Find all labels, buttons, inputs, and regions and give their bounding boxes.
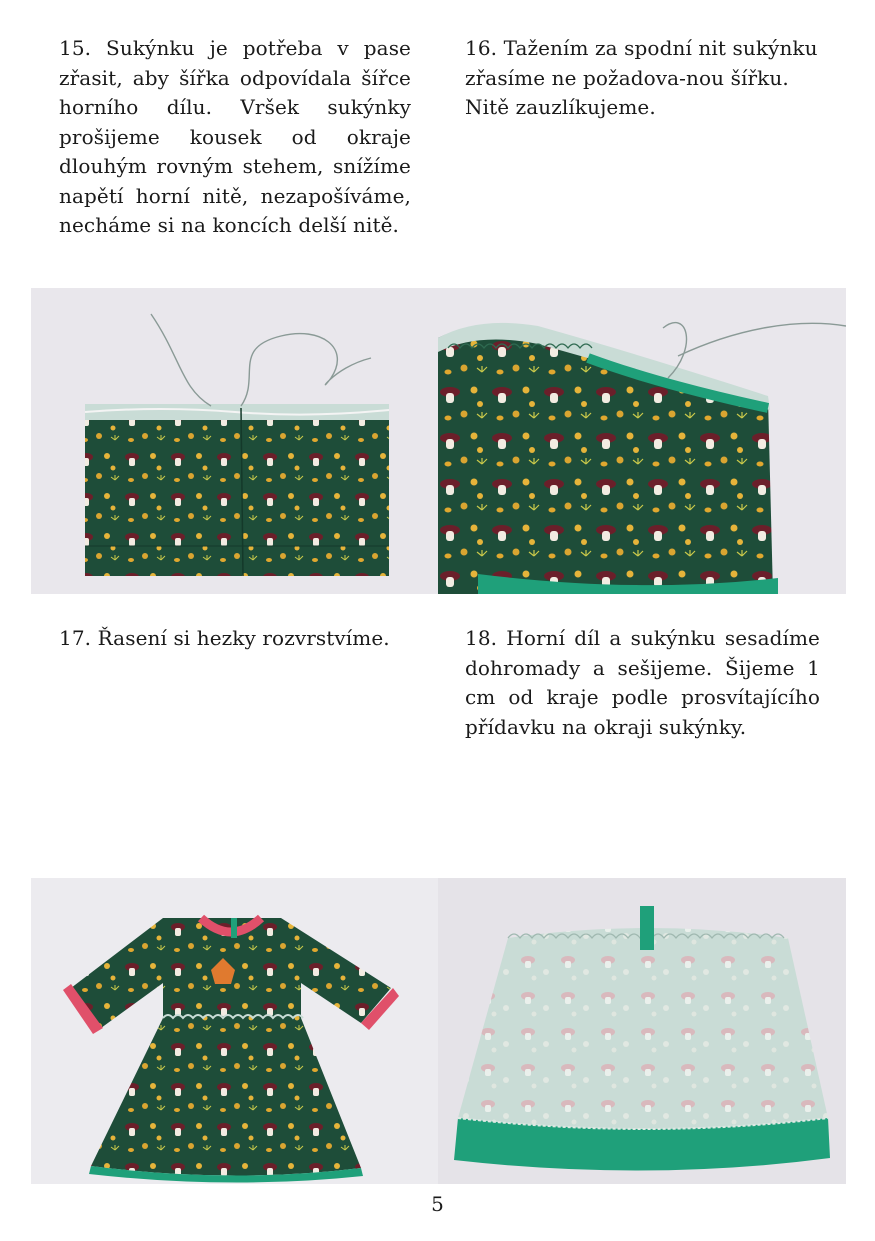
step-18-text: 18. Horní díl a sukýnku sesadíme dohromady a sešijeme. Šijeme 1 cm od kraje podle prosvítajícího přídavku na okraji sukýnky. bbox=[465, 626, 820, 739]
photo-skirt-lining bbox=[438, 878, 846, 1184]
photo-gathered-skirt bbox=[438, 288, 846, 594]
step-16-text: 16. Tažením za spodní nit sukýnku zřasíme ne požadova-nou šířku. Nitě zauzlíkujeme. bbox=[465, 36, 818, 119]
photo-skirt-with-basting-threads bbox=[31, 288, 438, 594]
photo-assembled-dress bbox=[31, 878, 438, 1184]
page-number: 5 bbox=[431, 1192, 444, 1216]
step-15-text: 15. Sukýnku je potřeba v pase zřasit, aby šířka odpovídala šířce horního dílu. Vršek sukýnky prošijeme kousek od okraje dlouhým rovným stehem, snížíme napětí horní nitě, nezapošíváme, necháme si na koncích delší nitě. bbox=[59, 36, 411, 237]
step-17-text: 17. Řasení si hezky rozvrstvíme. bbox=[59, 626, 390, 650]
